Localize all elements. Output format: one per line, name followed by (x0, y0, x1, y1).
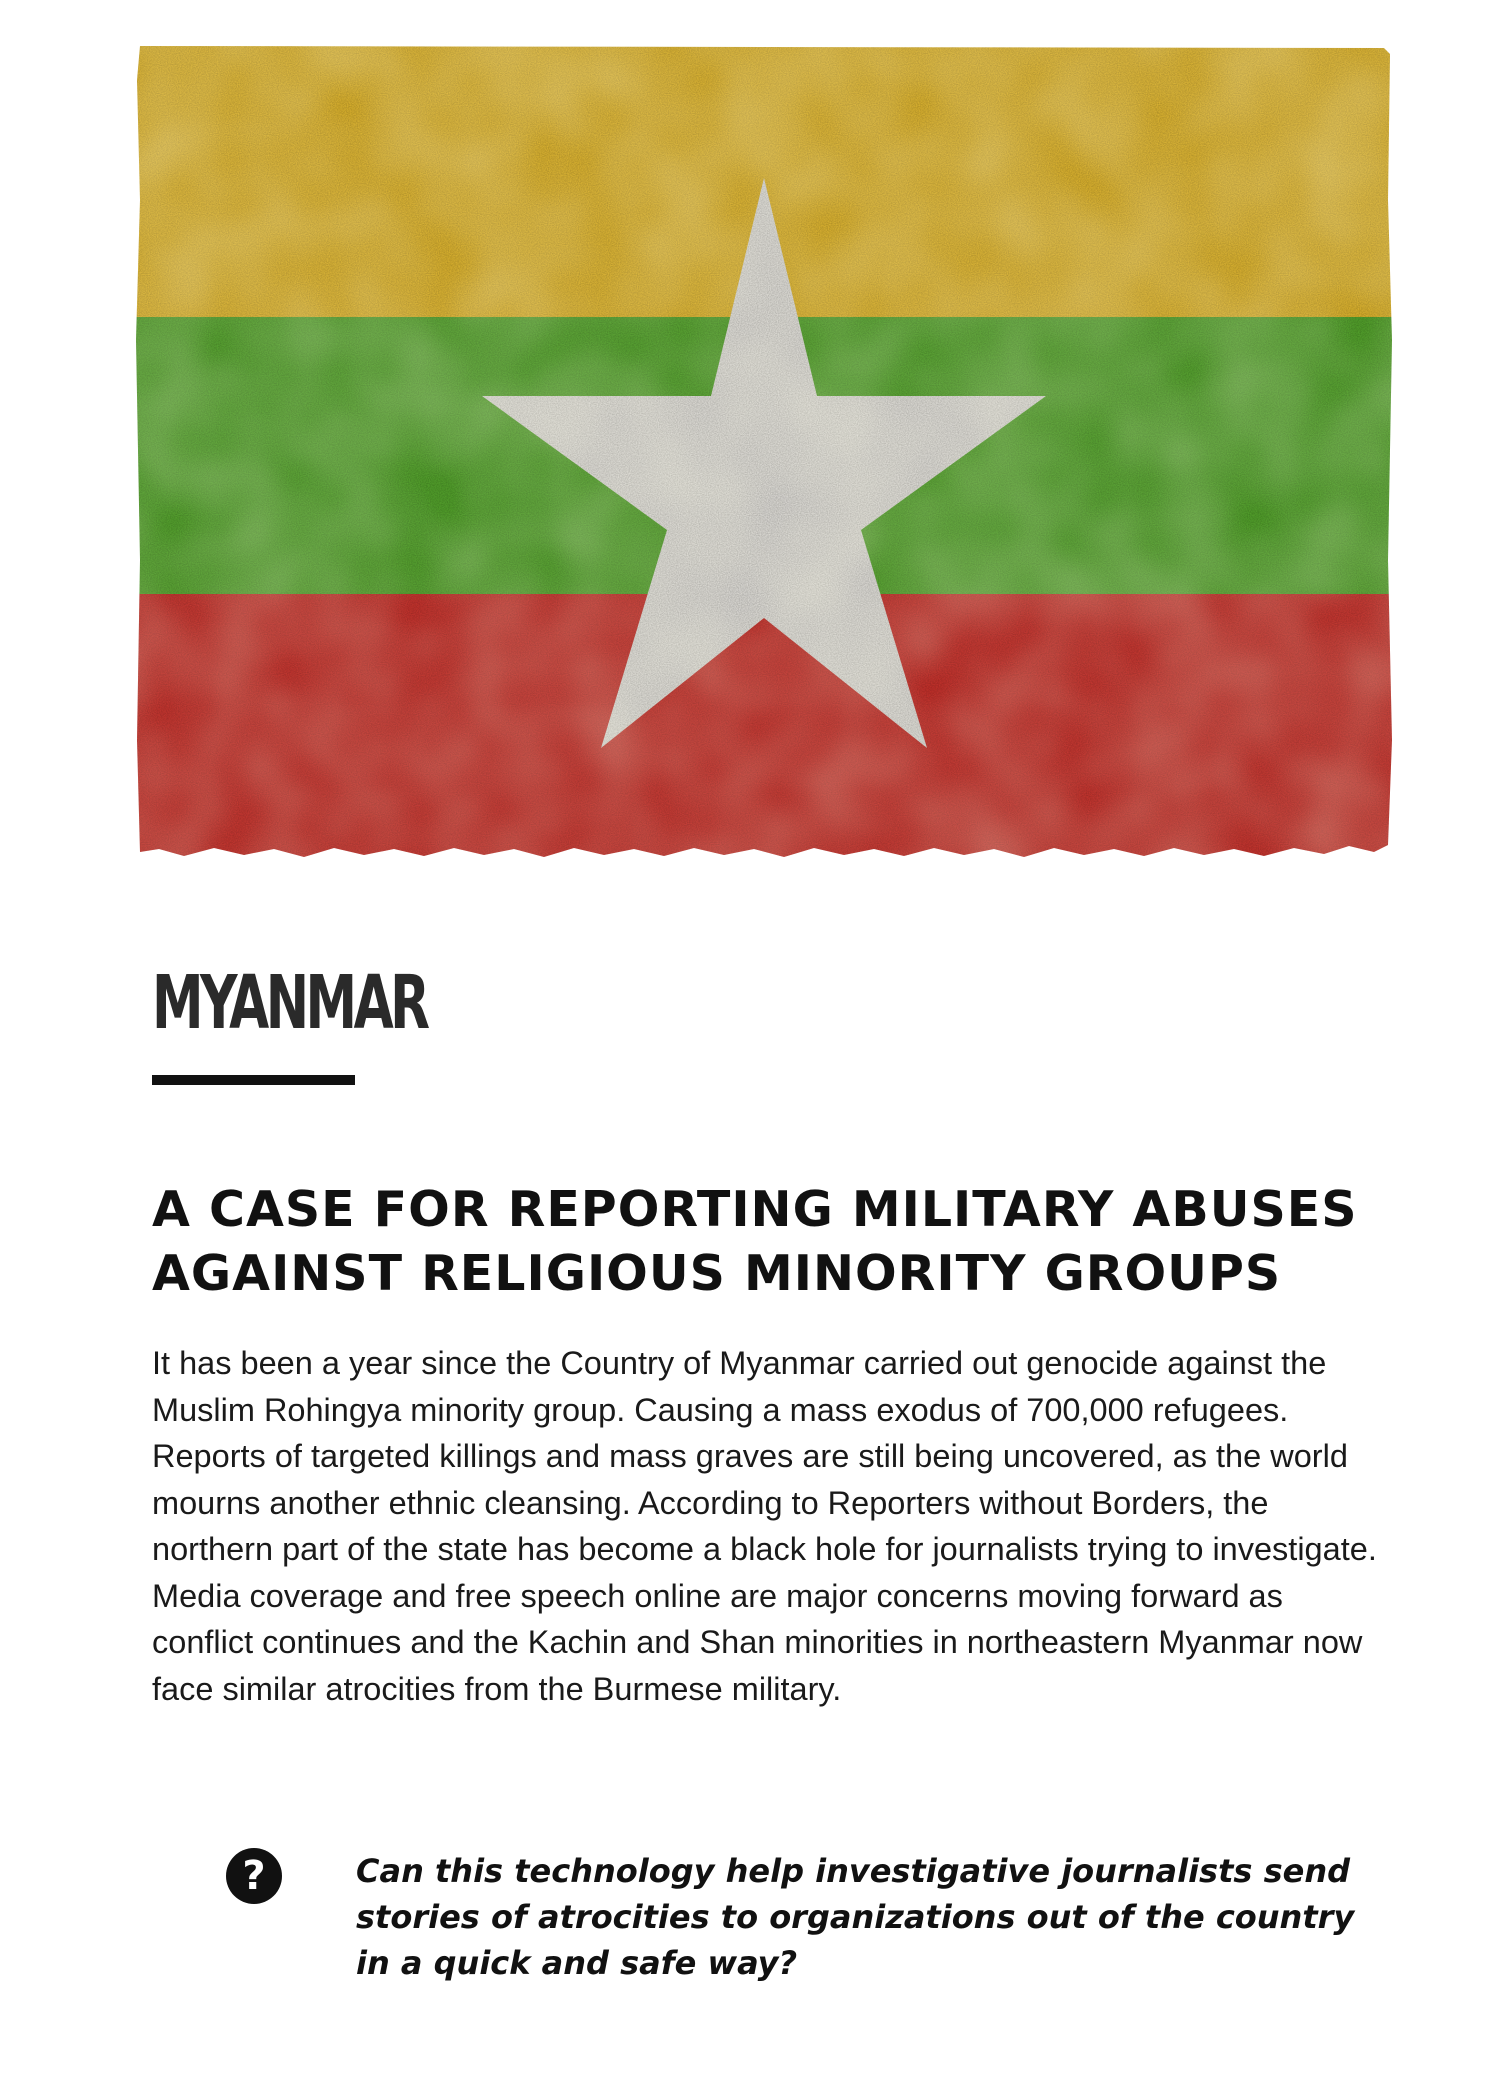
heading-underline (152, 1075, 355, 1085)
myanmar-flag-image (134, 40, 1396, 870)
article-headline (152, 1178, 1358, 1306)
callout-question: Can this technology help investigative journalists send stories of atrocities to organizations out of the country in a quick and safe way? (356, 1852, 1355, 1982)
headline-line-2: AGAINST RELIGIOUS MINORITY GROUPS (152, 1245, 1282, 1302)
question-mark-icon: ? (226, 1848, 282, 1904)
headline-line-1: A CASE FOR REPORTING MILITARY ABUSES (152, 1181, 1358, 1238)
article-body: It has been a year since the Country of Myanmar carried out genocide against the Muslim Rohingya minority group. Causing a mass exodus of 700,000 refugees. Reports of targeted killings and mass graves are still being uncovered, as the world mourns another ethnic cleansing. According to Reporters without Borders, the northern part of the state has become a black hole for journalists trying to investigate. Media coverage and free speech online are major concerns moving forward as conflict continues and the Kachin and Shan minorities in northeastern Myanmar now face similar atrocities from the Burmese military. (152, 1345, 1377, 1707)
country-heading: MYANMAR (152, 960, 427, 1046)
